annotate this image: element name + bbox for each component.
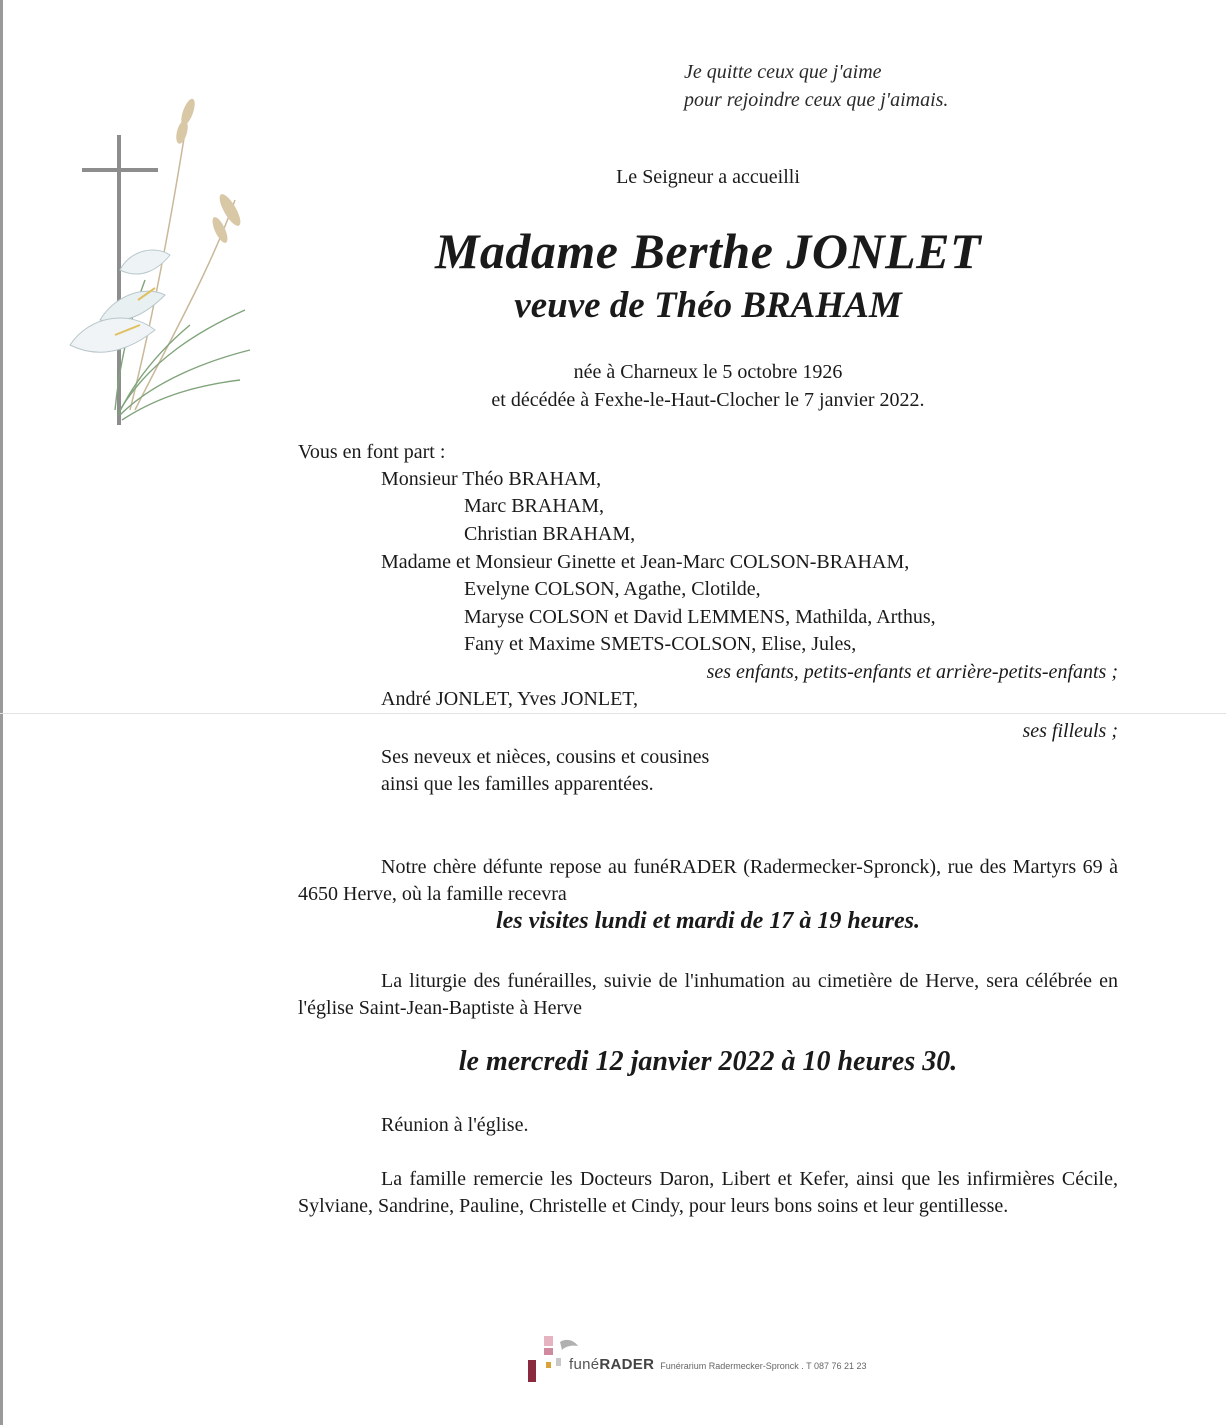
birth-death-dates [208,358,1208,414]
liturgy-paragraph: La liturgie des funérailles, suivie de l'inhumation au cimetière de Herve, sera célébrée en l'église Saint-Jean-Baptiste à Herve [298,970,1118,1019]
epigraph-line-1: Je quitte ceux que j'aime [684,61,882,83]
family-line: Maryse COLSON et David LEMMENS, Mathilda, Arthus, [464,606,936,628]
brand-light: funé [569,1356,600,1373]
cross-horizontal [82,168,158,172]
epigraph [684,58,948,114]
family-line: Madame et Monsieur Ginette et Jean-Marc COLSON-BRAHAM, [381,551,910,573]
intro-text: Le Seigneur a accueilli [616,166,800,188]
death-line: et décédée à Fexhe-le-Haut-Clocher le 7 janvier 2022. [491,389,925,411]
fold-line [0,713,1226,714]
family-line: Ses neveux et nièces, cousins et cousines [381,746,710,768]
deceased-name: Madame Berthe JONLET [434,223,982,279]
epigraph-line-2: pour rejoindre ceux que j'aimais. [684,89,949,111]
family-line: Marc BRAHAM, [464,495,604,517]
family-line: Fany et Maxime SMETS-COLSON, Elise, Jules, [464,633,857,655]
reunion-note: Réunion à l'église. [381,1114,529,1136]
family-line: ainsi que les familles apparentées. [381,773,654,795]
brand-subtitle: Funérarium Radermecker-Spronck . T 087 76 21 23 [660,1361,867,1371]
family-line: André JONLET, Yves JONLET, [381,688,639,710]
birth-line: née à Charneux le 5 octobre 1926 [573,361,843,383]
repose-paragraph: Notre chère défunte repose au funéRADER (Radermecker-Spronck), rue des Martyrs 69 à 4650 Herve, où la famille recevra [298,856,1118,905]
funeral-date: le mercredi 12 janvier 2022 à 10 heures 30. [458,1046,958,1077]
family-line: Monsieur Théo BRAHAM, [381,468,602,490]
family-role: ses filleuls ; [1022,720,1118,742]
announce-lead: Vous en font part : [298,441,446,463]
family-role: ses enfants, petits-enfants et arrière-petits-enfants ; [706,661,1118,683]
thanks-paragraph: La famille remercie les Docteurs Daron, Libert et Kefer, ainsi que les infirmières Cécile, Sylviane, Sandrine, Pauline, Christelle et Cindy, pour leurs bons soins et leur gentillesse. [298,1168,1118,1217]
family-line: Christian BRAHAM, [464,523,636,545]
widow-of: veuve de Théo BRAHAM [514,285,902,326]
family-line: Evelyne COLSON, Agathe, Clotilde, [464,578,761,600]
footer-brand [569,1356,867,1374]
brand-bold: RADER [599,1356,655,1373]
visit-hours: les visites lundi et mardi de 17 à 19 heures. [495,908,920,934]
